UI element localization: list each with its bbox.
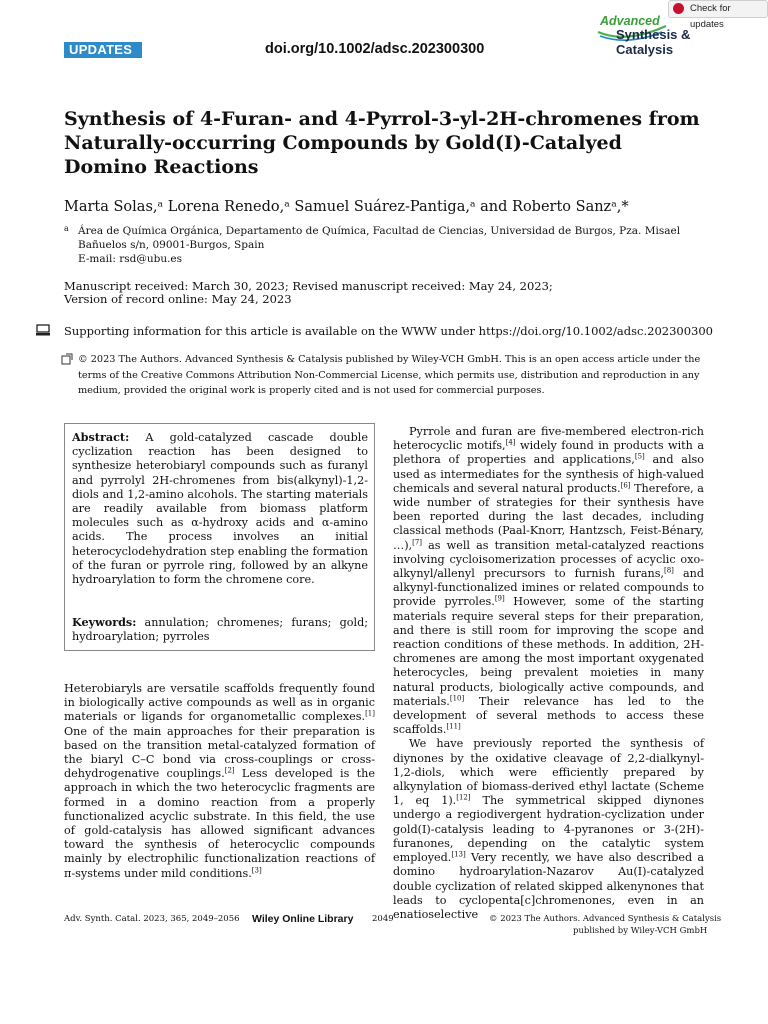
keywords [72,615,368,644]
footer-journal-citation: Adv. Synth. Catal. 2023, 365, 2049–2056 [64,914,240,924]
paragraph: Pyrrole and furan are five-membered electron-rich heterocyclic motifs,[4] widely found in products with a plethora of properties and applications,[5] and also used as intermediates for the synthesis of high-valued chemicals and several natural products.[6] Therefore, a wide number of strategies for their synthesis have been reported during the last decades, including classical methods (Paal-Knorr, Hantzsch, Feist-Bénary, …),[7] as well as transition metal-catalyzed reactions involving cycloisomerization processes of acyclic oxo-alkynyl/allenyl precursors to furnish furans,[8] and alkynyl-functionalized imines or related compounds to provide pyrroles.[9] However, some of the starting materials require several steps for their preparation, and there is still room for improving the scope and reaction conditions of these methods. In addition, 2H-chromenes are among the most important oxygenated heterocycles, being prevalent moieties in many natural products, biologically active compounds, and materials.[10] Their relevance has led to the development of several methods to access these scaffolds.[11] [393,425,705,737]
citation[interactable]: [6] [620,481,631,490]
citation[interactable]: [13] [451,850,466,859]
citation[interactable]: [2] [224,766,235,775]
keywords-text: annulation; chromenes; furans; gold; hydroarylation; pyrroles [72,616,368,644]
footer-copyright: © 2023 The Authors. Advanced Synthesis & Catalysis [489,914,722,924]
citation[interactable]: [10] [449,694,465,703]
wiley-online-library-link[interactable]: Wiley Online Library [252,913,354,925]
body-right-column [393,425,704,922]
keywords-label: Keywords: [72,615,137,629]
computer-icon [36,324,50,336]
logo-synthesis: Synthesis & [616,27,691,42]
footer-publisher: published by Wiley-VCH GmbH [573,926,708,936]
author-list: Marta Solas,ᵃ Lorena Renedo,ᵃ Samuel Suárez-Pantiga,ᵃ and Roberto Sanzᵃ,* [64,199,629,215]
citation[interactable]: [5] [634,452,645,461]
abstract-box [64,423,375,651]
body-left-column [64,682,375,881]
citation[interactable]: [11] [446,722,461,731]
check-for-updates-label: Check for updates [690,3,731,30]
paragraph: Heterobiaryls are versatile scaffolds frequently found in biologically active compounds as well as in organic materials or ligands for organometallic complexes.[1] One of the main approaches for their preparation is based on the transition metal-catalyzed formation of the biaryl C–C bond via cross-couplings or cross-dehydrogenative couplings.[2] Less developed is the approach in which the two heterocyclic fragments are formed in a domino reaction from a properly functionalized acyclic substrate. In this field, the use of gold-catalysis has allowed significant advances toward the synthesis of heterocyclic compounds mainly by electrophilic functionalization reactions of π-systems under mild conditions.[3] [64,682,375,880]
paragraph: We have previously reported the synthesis of diynones by the oxidative cleavage of 2,2-dialkynyl-1,2-diols, which were efficiently prepared by alkynylation of biomass-derived ethyl lactate (Scheme 1, eq 1).[12] The symmetrical skipped diynones undergo a regiodivergent hydration-cyclization under gold(I)-catalysis leading to 4-pyranones or 3-(2H)-furanones, depending on the catalytic system employed.[13] Very recently, we have also described a domino hydroarylation-Nazarov Au(I)-catalyzed double cyclization of related skipped alkenynones that leads to cyclopenta[c]chromenones, even in an enatioselective [393,737,705,921]
logo-catalysis: Catalysis [616,42,674,57]
doi-link[interactable]: doi.org/10.1002/adsc.202300300 [265,41,485,57]
abstract [72,430,368,587]
article-title: Synthesis of 4-Furan- and 4-Pyrrol-3-yl-2H-chromenes from Naturally-occurring Compounds by Gold(I)-Catalyed Domino Reactions [64,108,700,178]
updates-badge: UPDATES [64,42,142,58]
abstract-text: A gold-catalyzed cascade double cyclization reaction has been designed to synthesize heterobiaryl compounds such as furanyl and pyrrolyl 2H-chromenes from bis(alkynyl)-1,2-diols and 1,2-amino alcohols. The starting materials are readily available from biomass platform molecules such as α-hydroxy acids and α-amino acids. The process involves an initial heterocyclodehydration step enabling the formation of the furan or pyrrole ring, followed by an alkyne hydroarylation to form the chromene core. [72,431,368,587]
affiliation-marker: a [64,224,69,233]
open-access-icon [61,353,73,365]
page-number: 2049 [372,914,394,924]
license-statement: © 2023 The Authors. Advanced Synthesis & Catalysis published by Wiley-VCH GmbH. This is an open access article under the terms of the Creative Commons Attribution Non-Commercial License, which permits use, distribution and reproduction in any medium, provided the original work is properly cited and is not used for commercial purposes. [78,354,701,396]
citation[interactable]: [12] [456,793,471,802]
abstract-label: Abstract: [72,430,130,444]
citation[interactable]: [3] [251,865,262,874]
citation[interactable]: [1] [365,709,375,718]
affiliation-text: Área de Química Orgánica, Departamento de Química, Facultad de Ciencias, Universidad de Burgos, Pza. Misael Bañuelos s/n, 09001-Burgos, Spain [78,225,681,251]
citation[interactable]: [8] [664,566,674,575]
version-of-record-date: Version of record online: May 24, 2023 [64,292,292,306]
citation[interactable]: [7] [412,537,423,546]
supporting-info-link[interactable]: Supporting information for this article is available on the WWW under https://doi.org/10.1002/adsc.202300300 [64,324,713,338]
crossmark-icon [673,3,684,14]
citation[interactable]: [4] [505,438,516,447]
logo-advanced: Advanced [600,14,660,28]
manuscript-dates: Manuscript received: March 30, 2023; Revised manuscript received: May 24, 2023; [64,279,553,293]
author-email[interactable]: E-mail: rsd@ubu.es [78,253,183,265]
check-for-updates-button[interactable] [668,0,768,30]
citation[interactable]: [9] [494,594,505,603]
